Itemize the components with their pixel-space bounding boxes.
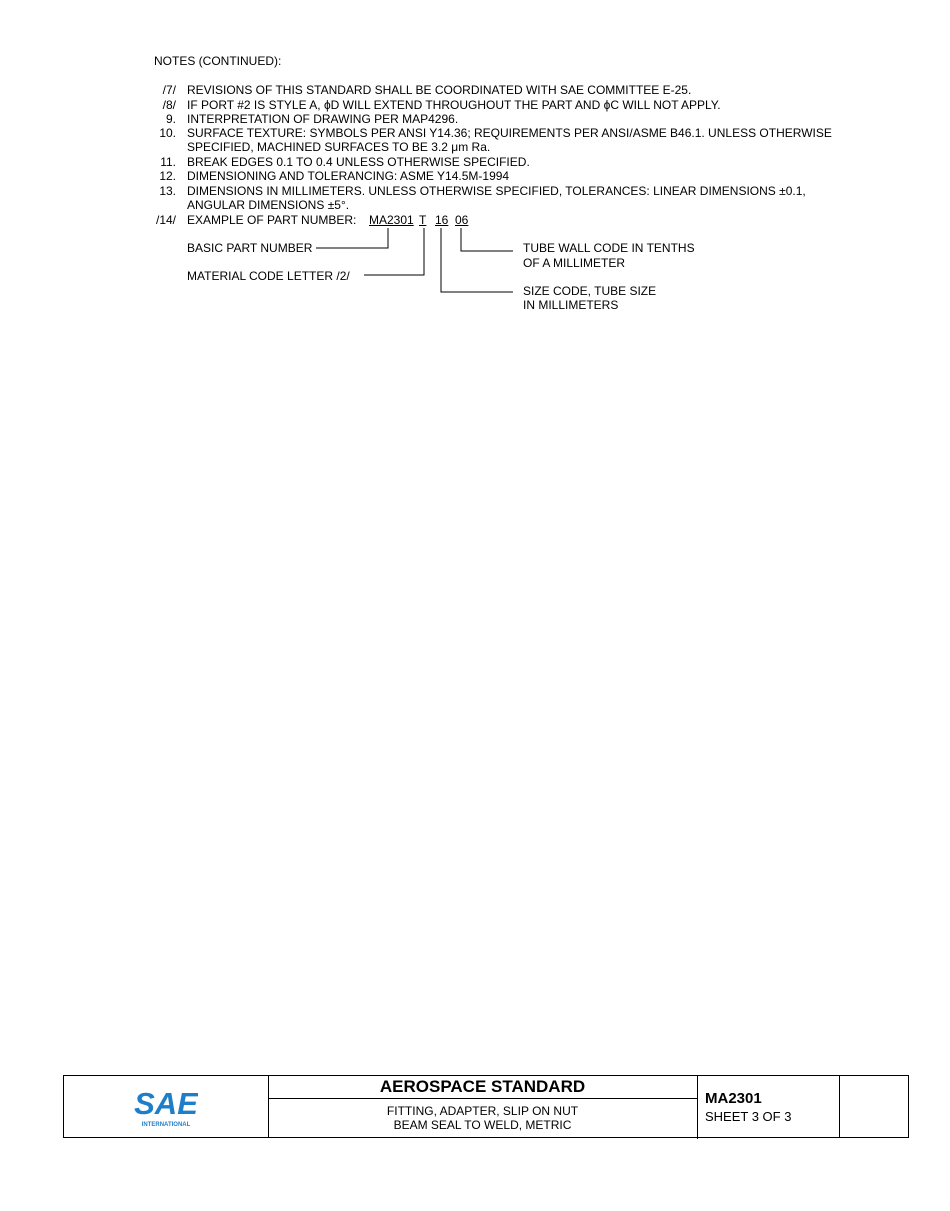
logo-subtext: INTERNATIONAL xyxy=(141,1122,191,1128)
note-text: ANGULAR DIMENSIONS ±5°. xyxy=(187,198,350,212)
sae-logo xyxy=(134,1084,198,1128)
note-text: IF PORT #2 IS STYLE A, ϕD WILL EXTEND THROUGHOUT THE PART AND ϕC WILL NOT APPLY. xyxy=(187,98,721,112)
sheet-number: SHEET 3 OF 3 xyxy=(705,1109,792,1124)
document-title: AEROSPACE STANDARD xyxy=(268,1076,698,1099)
part-number-wall: 06 xyxy=(455,213,469,227)
note-number: /8/ xyxy=(162,98,176,112)
size-leader xyxy=(441,228,513,292)
material-leader xyxy=(364,228,424,275)
note-text: SPECIFIED, MACHINED SURFACES TO BE 3.2 μm Ra. xyxy=(187,140,491,154)
callout-size-line1: SIZE CODE, TUBE SIZE xyxy=(523,284,657,298)
note-number: 9. xyxy=(165,112,176,126)
note-text: EXAMPLE OF PART NUMBER: xyxy=(187,213,357,227)
subtitle-line1: FITTING, ADAPTER, SLIP ON NUT xyxy=(386,1104,579,1118)
callout-leader-lines xyxy=(0,0,950,400)
note-text: BREAK EDGES 0.1 TO 0.4 UNLESS OTHERWISE SPECIFIED. xyxy=(187,155,530,169)
note-text: REVISIONS OF THIS STANDARD SHALL BE COORDINATED WITH SAE COMMITTEE E-25. xyxy=(187,83,692,97)
document-number: MA2301 xyxy=(705,1090,762,1107)
note-text: DIMENSIONING AND TOLERANCING: ASME Y14.5M-1994 xyxy=(187,169,510,183)
callout-material-code: MATERIAL CODE LETTER /2/ xyxy=(187,269,350,283)
note-text: DIMENSIONS IN MILLIMETERS. UNLESS OTHERWISE SPECIFIED, TOLERANCES: LINEAR DIMENSIONS ±0.1, xyxy=(187,184,806,198)
part-number-size: 16 xyxy=(435,213,449,227)
note-number: /14/ xyxy=(155,213,176,227)
logo-text: SAE xyxy=(134,1086,198,1121)
callout-basic-part-number: BASIC PART NUMBER xyxy=(187,241,313,255)
note-text: INTERPRETATION OF DRAWING PER MAP4296. xyxy=(187,112,459,126)
note-number: 13. xyxy=(159,184,176,198)
basic-leader xyxy=(316,228,388,248)
title-block xyxy=(63,1075,909,1138)
note-text: SURFACE TEXTURE: SYMBOLS PER ANSI Y14.36; REQUIREMENTS PER ANSI/ASME B46.1. UNLESS OTHERWISE xyxy=(187,126,832,140)
note-number: /7/ xyxy=(162,83,176,97)
note-number: 12. xyxy=(159,169,176,183)
title-block-divider xyxy=(839,1076,840,1137)
wall-leader xyxy=(461,228,513,251)
part-number-base: MA2301 xyxy=(369,213,414,227)
subtitle-line2: BEAM SEAL TO WELD, METRIC xyxy=(393,1118,572,1132)
note-number: 11. xyxy=(160,155,176,169)
callout-wall-line1: TUBE WALL CODE IN TENTHS xyxy=(523,241,695,255)
callout-wall-line2: OF A MILLIMETER xyxy=(523,256,626,270)
logo-cell xyxy=(64,1076,269,1137)
document-subtitle xyxy=(268,1099,698,1139)
notes-title: NOTES (CONTINUED): xyxy=(154,54,282,68)
callout-size-line2: IN MILLIMETERS xyxy=(523,298,619,312)
note-number: 10. xyxy=(159,126,176,140)
part-number-material: T xyxy=(419,213,427,227)
